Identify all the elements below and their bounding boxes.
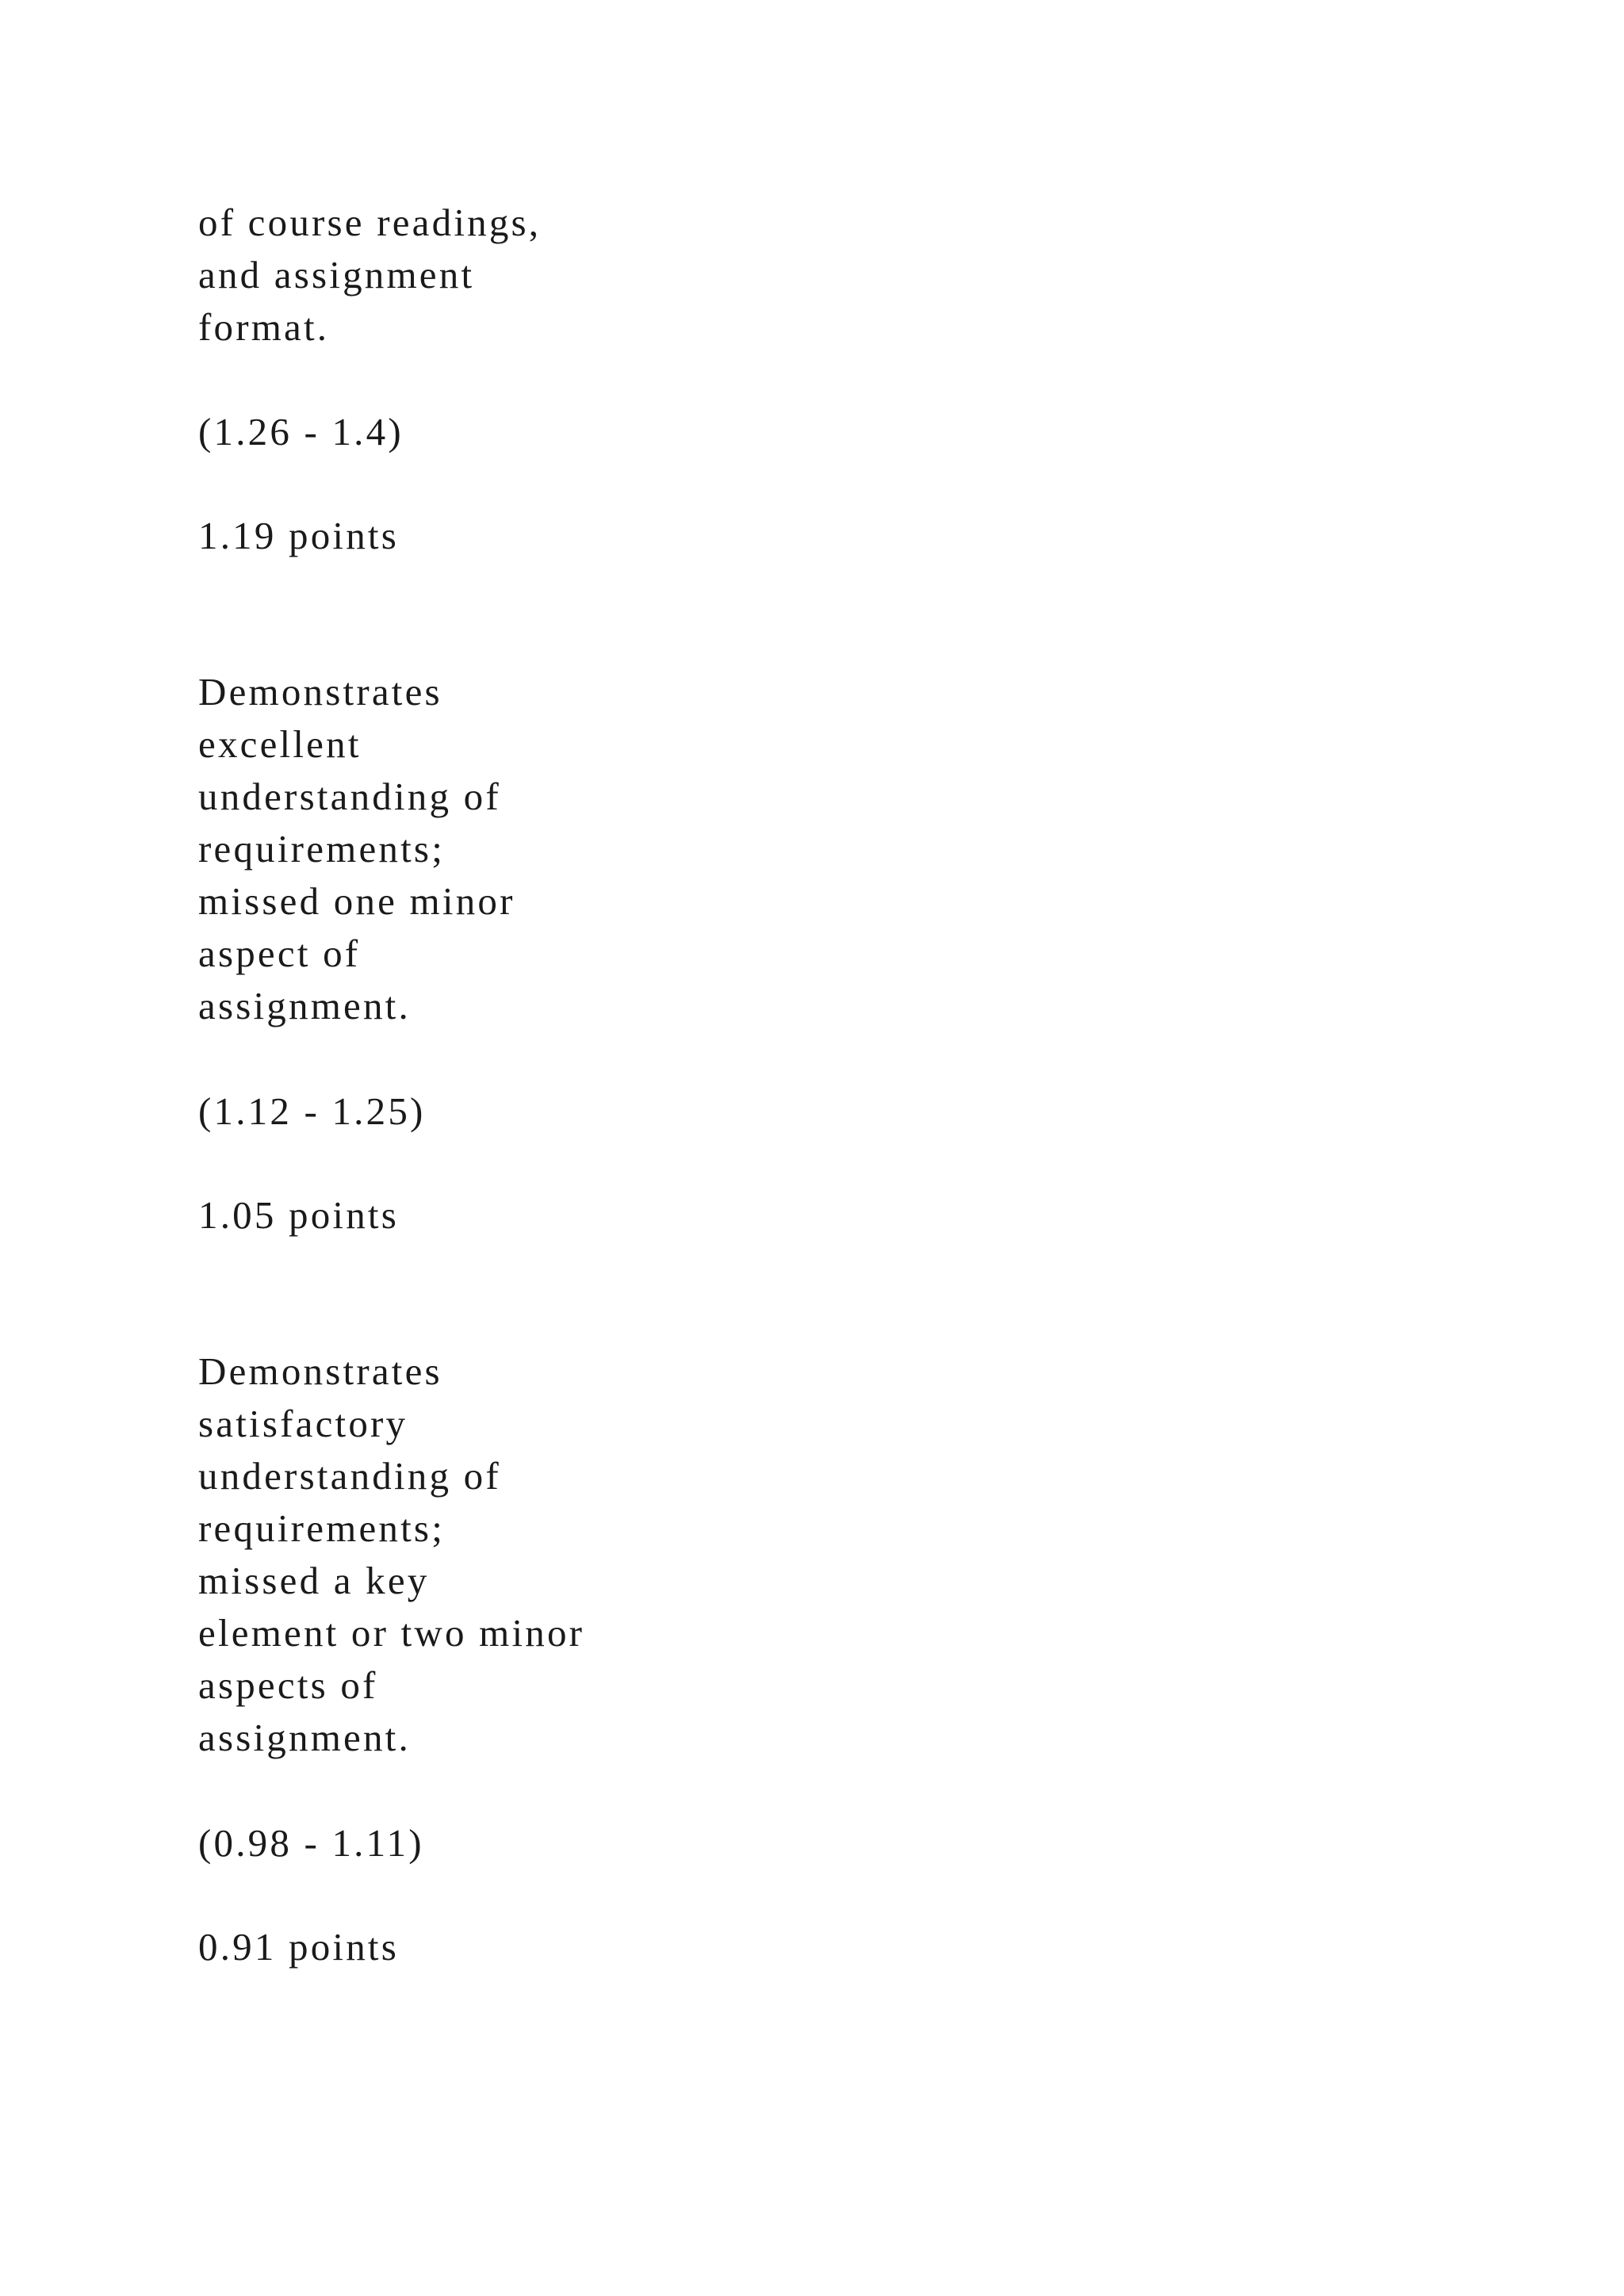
text-line: missed one minor [198, 879, 515, 923]
text-line: format. [198, 305, 330, 349]
text-line: excellent [198, 722, 362, 766]
text-line: requirements; [198, 1506, 446, 1550]
criterion-satisfactory-points [198, 1921, 399, 1973]
intro-range [198, 406, 404, 458]
text-line: element or two minor [198, 1611, 585, 1655]
score-range: (1.26 - 1.4) [198, 410, 404, 453]
text-line: requirements; [198, 827, 446, 871]
criterion-satisfactory-description [198, 1345, 584, 1764]
text-line: of course readings, [198, 201, 542, 244]
text-line: Demonstrates [198, 670, 442, 714]
text-line: and assignment [198, 253, 475, 297]
text-line: missed a key [198, 1559, 430, 1602]
text-line: understanding of [198, 775, 501, 818]
text-line: Demonstrates [198, 1349, 442, 1393]
points-value: 0.91 points [198, 1925, 399, 1969]
criterion-excellent-range [198, 1085, 426, 1138]
score-range: (0.98 - 1.11) [198, 1821, 424, 1865]
text-line: assignment. [198, 1716, 411, 1759]
text-line: satisfactory [198, 1402, 408, 1445]
intro-points [198, 510, 399, 562]
text-line: aspect of [198, 932, 361, 975]
criterion-excellent-description [198, 666, 515, 1032]
intro-paragraph [198, 197, 541, 354]
text-line: assignment. [198, 984, 411, 1027]
criterion-satisfactory-range [198, 1817, 424, 1869]
points-value: 1.19 points [198, 514, 399, 557]
text-line: aspects of [198, 1663, 378, 1707]
score-range: (1.12 - 1.25) [198, 1089, 426, 1133]
text-line: understanding of [198, 1454, 501, 1498]
points-value: 1.05 points [198, 1193, 399, 1237]
criterion-excellent-points [198, 1189, 399, 1242]
